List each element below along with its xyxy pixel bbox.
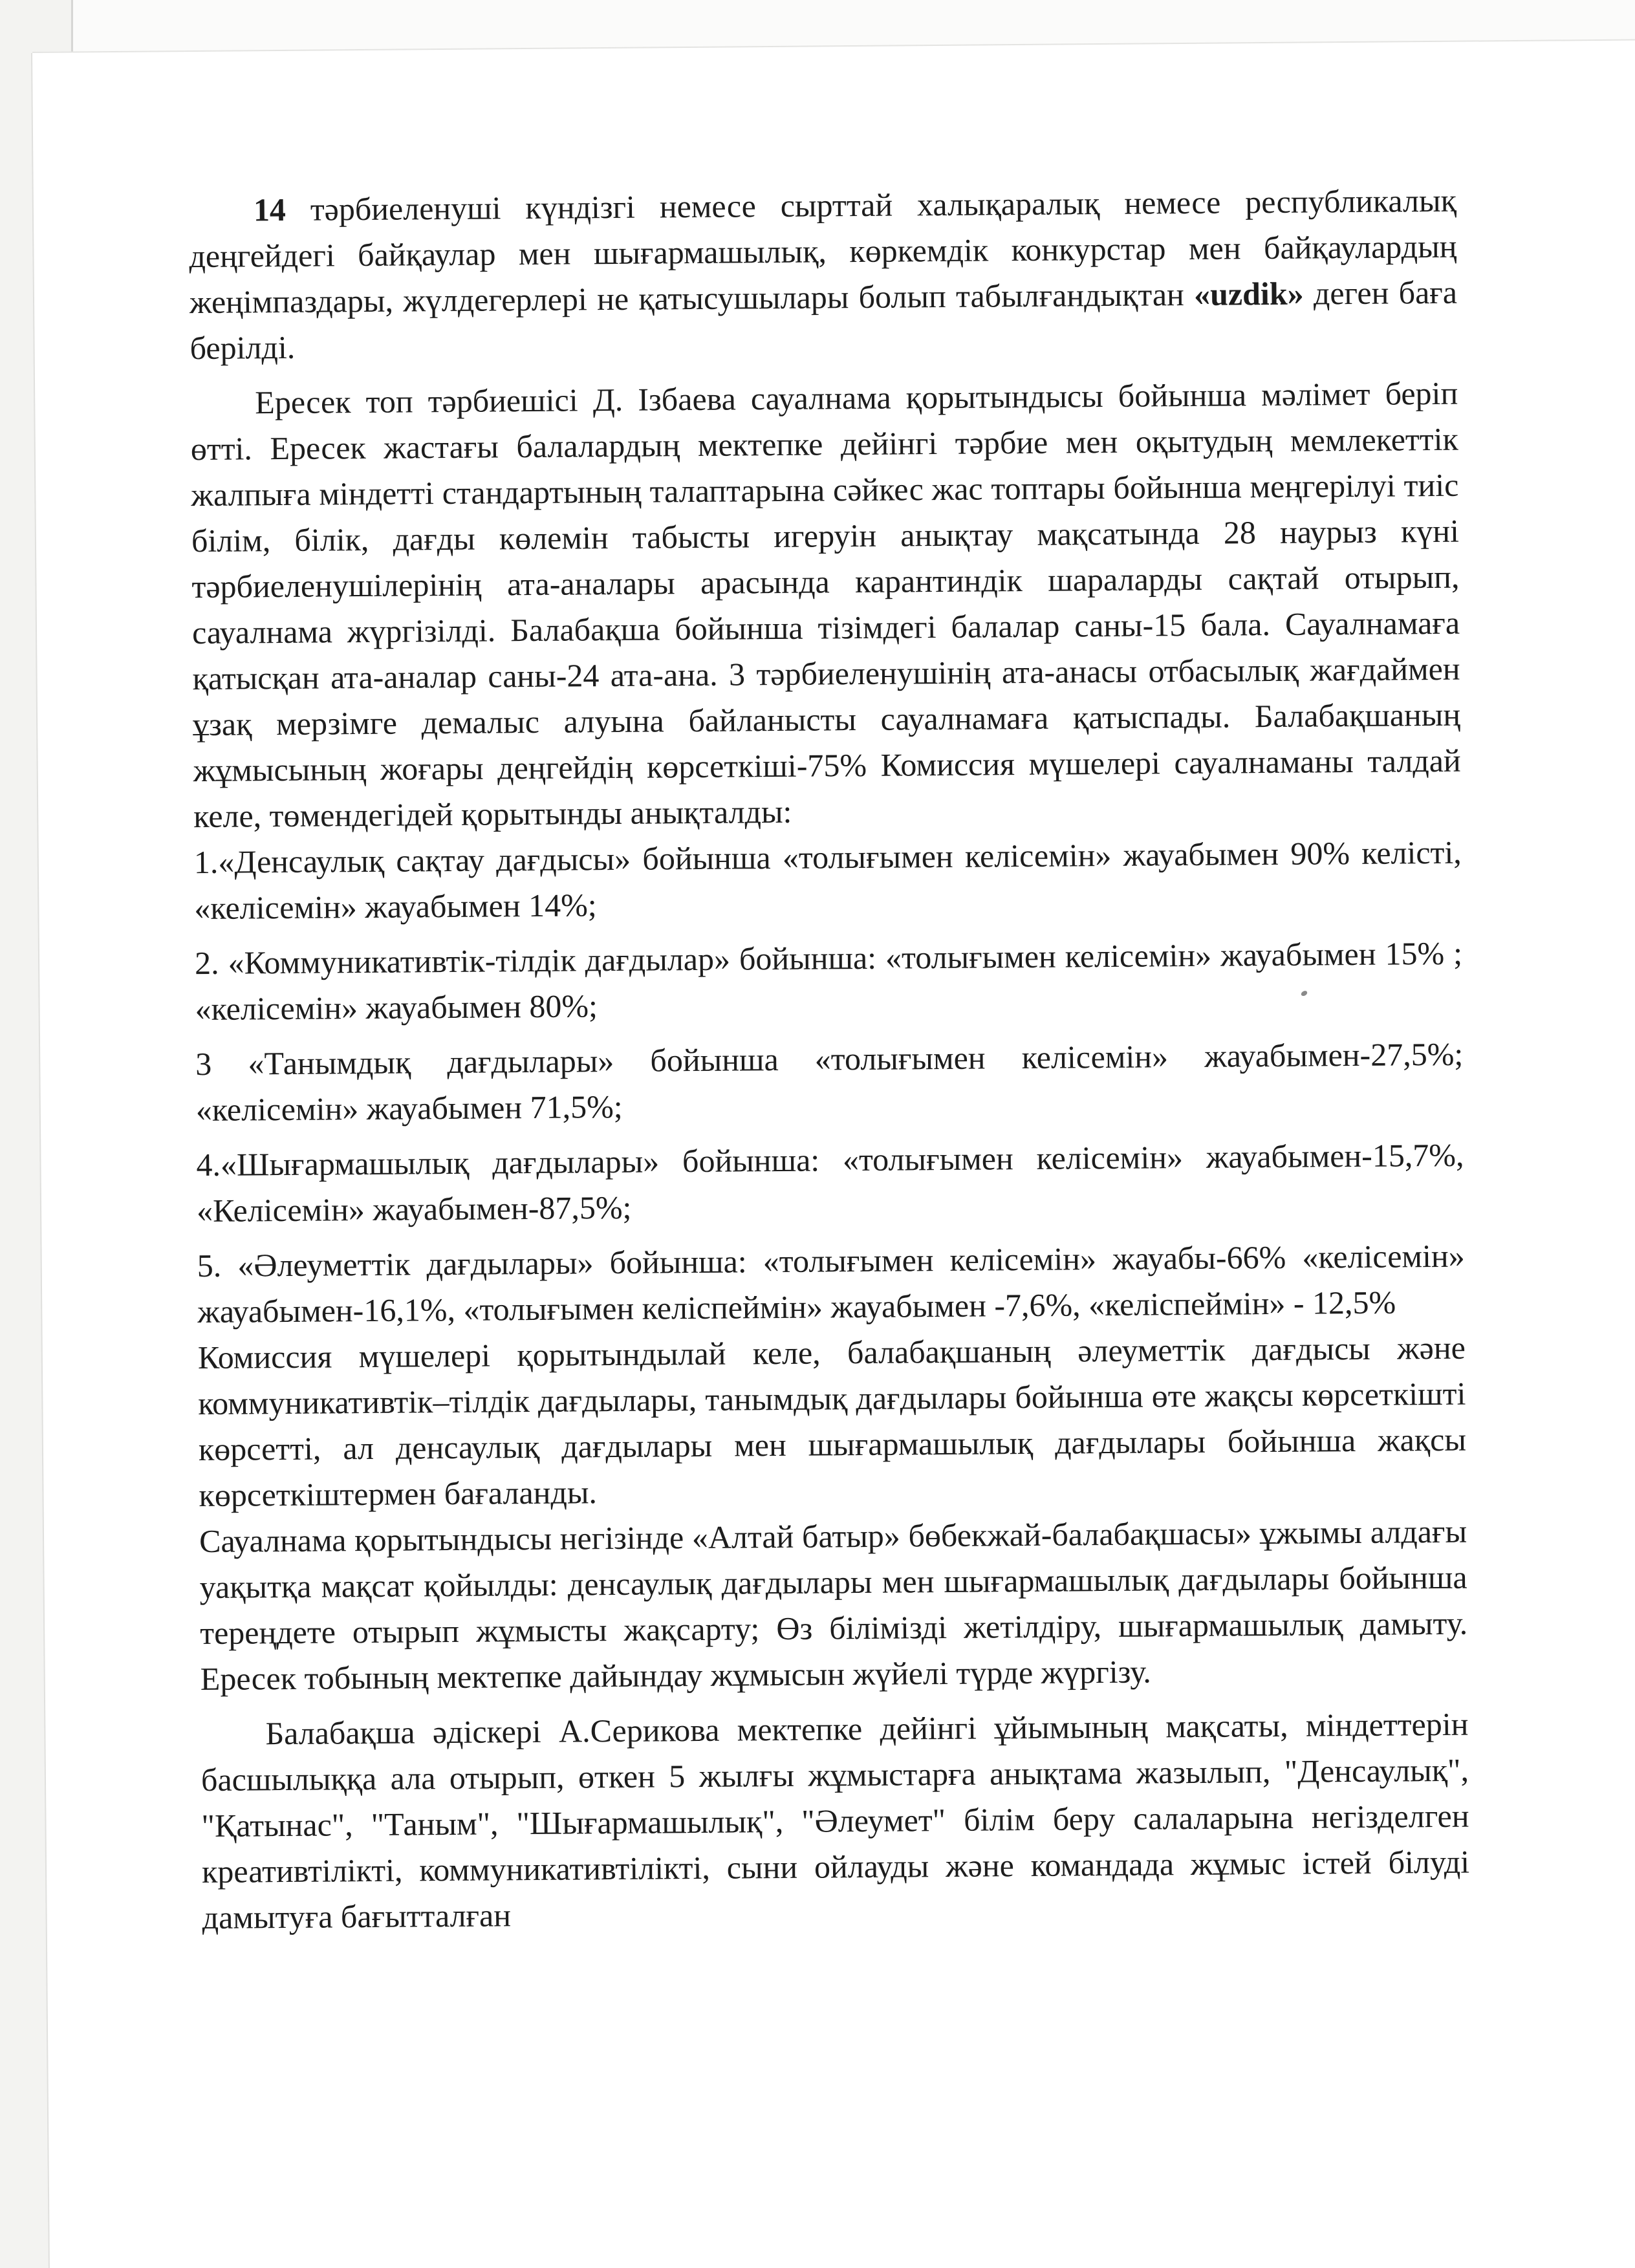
winners-text: тәрбиеленуші күндізгі немесе сырттай халықаралық немесе республикалық деңгейдегі байқаулар мен шығармашылық, көркемдік конкурстар мен байқаулардың жеңімпаздары, жүлдегерлері не қатысушылары болып табылғандықтан bbox=[189, 182, 1457, 321]
list-item-social: 5. «Әлеуметтік дағдылары» бойынша: «толығымен келісемін» жауабы-66% «келісемін» жауабымен-16,1%, «толығымен келіспеймін» жауабымен -7,6%, «келіспеймін» - 12,5% bbox=[197, 1237, 1465, 1330]
list-item-cognitive: 3 «Танымдық дағдылары» бойынша «толығымен келісемін» жауабымен-27,5%; «келісемін» жауабымен 71,5%; bbox=[195, 1035, 1464, 1129]
paragraph-survey: Ересек топ тәрбиешісі Д. Ізбаева сауалнама қорытындысы бойынша мәлімет беріп өтті. Ересек жастағы балалардың мектепке дейінгі тәрбие мен оқытудың мемлекеттік жалпыға міндетті стандартының талаптарына сәйкес жас топтары бойынша меңгерілуі тиіс білім, білік, дағды көлемін табысты игеруін анықтау мақсатында 28 наурыз күні тәрбиеленушілерінің ата-аналары арасында карантиндік шараларды сақтай отырып, сауалнама жүргізілді. Балабақша бойынша тізімдегі балалар саны-15 бала. Сауалнамаға қатысқан ата-аналар саны-24 ата-ана. 3 тәрбиеленушінің ата-анасы отбасылық жағдаймен ұзақ мерзімге демалыс алуына байланысты сауалнамаға қатыспады. Балабақшаның жұмысының жоғары деңгейдің көрсеткіші-75% Комиссия мүшелері сауалнаманы талдай келе, төмендегідей қорытынды анықталды: bbox=[190, 374, 1461, 835]
list-item-communication: 2. «Коммуникативтік-тілдік дағдылар» бойынша: «толығымен келісемін» жауабымен 15% ; «келісемін» жауабымен 80%; bbox=[194, 934, 1463, 1028]
paragraph-goals: Сауалнама қорытындысы негізінде «Алтай батыр» бөбекжай-балабақшасы» ұжымы алдағы уақытқа мақсат қойылды: денсаулық дағдылары мен шығармашылық дағдылары бойынша тереңдете отырып жұмысты жақсарту; Өз білімізді жетілдіру, шығармашылық дамыту. Ересек тобының мектепке дайындау жұмысын жүйелі түрде жүргізу. bbox=[199, 1513, 1468, 1698]
grade-label: «uzdik» bbox=[1193, 275, 1304, 312]
document-body bbox=[189, 178, 1470, 1941]
paper-sheet bbox=[32, 39, 1635, 2268]
list-item-health: 1.«Денсаулық сақтау дағдысы» бойынша «толығымен келісемін» жауабымен 90% келісті, «келісемін» жауабымен 14%; bbox=[193, 834, 1462, 927]
paragraph-conclusion: Комиссия мүшелері қорытындылай келе, балабақшаның әлеуметтік дағдысы және коммуникативтік–тілдік дағдылары, танымдық дағдылары бойынша өте жақсы көрсеткішті көрсетті, ал денсаулық дағдылары мен шығармашылық дағдылары бойынша жақсы көрсеткіштермен бағаланды. bbox=[197, 1329, 1467, 1514]
paragraph-winners bbox=[189, 178, 1458, 371]
winners-text-end: деген баға берілді. bbox=[189, 274, 1458, 367]
paragraph-methodist: Балабақша әдіскері А.Серикова мектепке дейінгі ұйымының мақсаты, міндеттерін басшылыққа ала отырып, өткен 5 жылғы жұмыстарға анықтама жазылып, "Денсаулық", "Қатынас", "Таным", "Шығармашылық", "Әлеумет" білім беру салаларына негізделген креативтілікті, коммуникативтілікті, сыни ойлауды және командада жұмыс істей білуді дамытуға бағытталған bbox=[200, 1705, 1470, 1936]
list-item-creative: 4.«Шығармашылық дағдылары» бойынша: «толығымен келісемін» жауабымен-15,7%, «Келісемін» жауабымен-87,5%; bbox=[196, 1136, 1464, 1229]
pupil-count: 14 bbox=[253, 191, 287, 228]
